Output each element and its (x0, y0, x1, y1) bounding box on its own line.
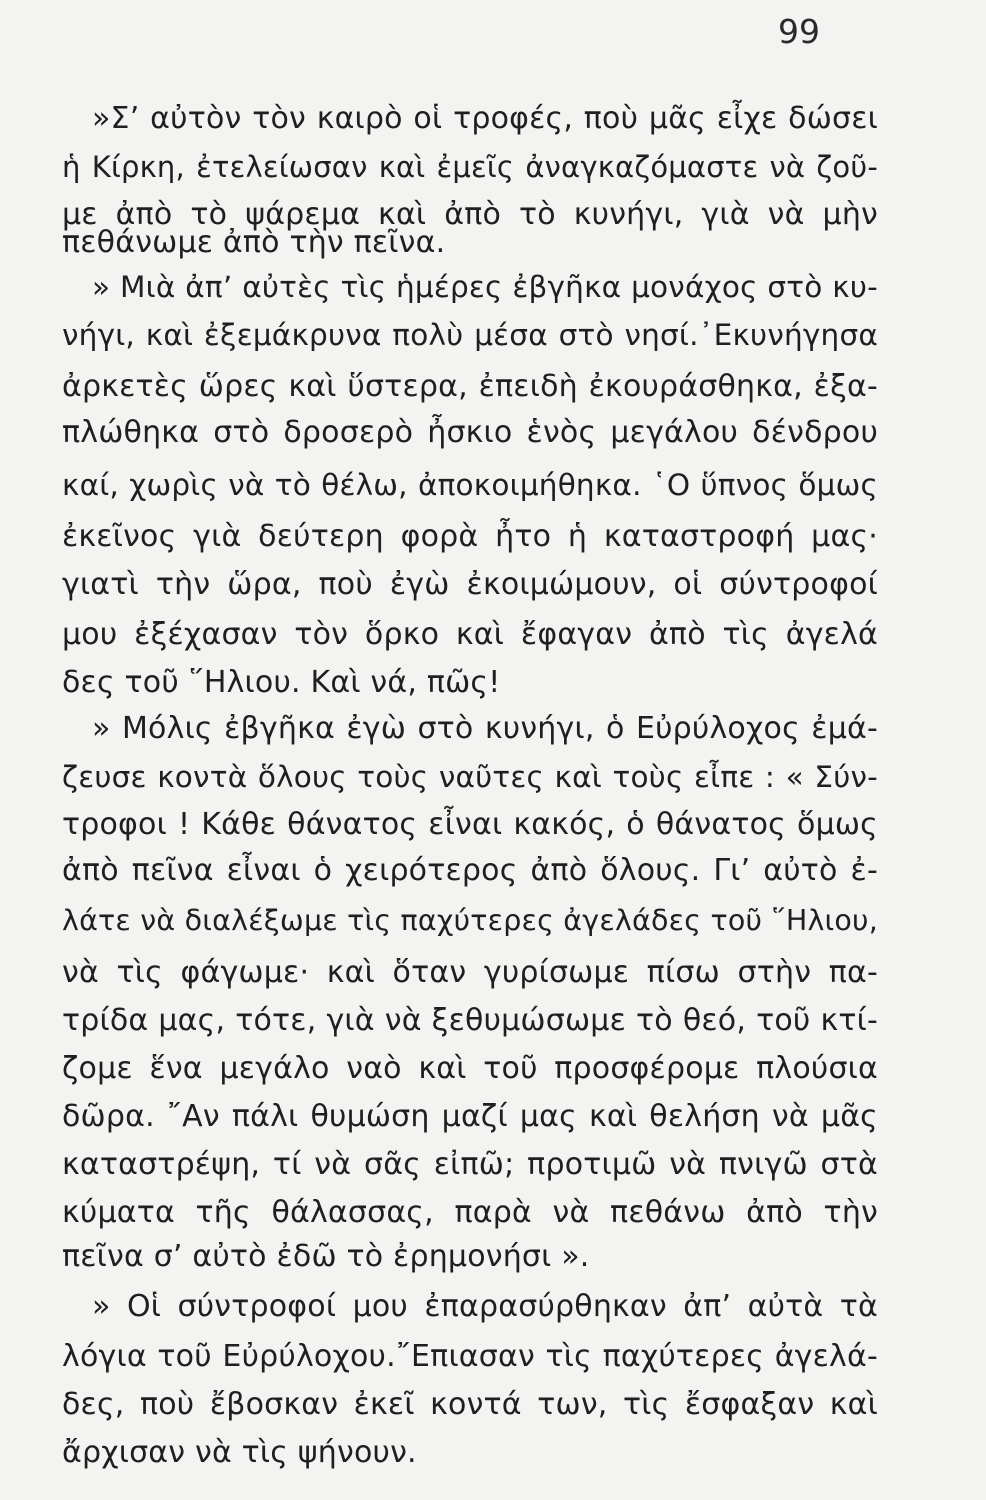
text-line: ἀπὸ πεῖνα εἶναι ὁ χειρότερος ἀπὸ ὅλους. Γι’ αὐτὸ ἐ- (62, 853, 878, 888)
text-line: δες, ποὺ ἔβοσκαν ἐκεῖ κοντά των, τὶς ἔσφαξαν καὶ (62, 1387, 878, 1422)
text-line: ἡ Κίρκη, ἐτελείωσαν καὶ ἐμεῖς ἀναγκαζόμαστε νὰ ζοῦ- (62, 150, 878, 184)
text-line: πεθάνωμε ἀπὸ τὴν πεῖνα. (62, 225, 446, 260)
text-line: δῶρα. ῎Αν πάλι θυμώση μαζί μας καὶ θελήση νὰ μᾶς (62, 1099, 878, 1134)
text-line: ζευσε κοντὰ ὅλους τοὺς ναῦτες καὶ τοὺς εἶπε : « Σύν- (62, 760, 878, 794)
text-line: τροφοι ! Κάθε θάνατος εἶναι κακός, ὁ θάνατος ὅμως (62, 807, 878, 842)
text-line: ζομε ἕνα μεγάλο ναὸ καὶ τοῦ προσφέρομε πλούσια (62, 1051, 878, 1086)
text-line: λόγια τοῦ Εὐρύλοχου.῎Επιασαν τὶς παχύτερες ἀγελά- (62, 1339, 878, 1374)
text-line: λάτε νὰ διαλέξωμε τὶς παχύτερες ἀγελάδες τοῦ ῞Ηλιου, (62, 904, 878, 937)
text-line: » Οἱ σύντροφοί μου ἐπαρασύρθηκαν ἀπ’ αὐτὰ τὰ (92, 1289, 878, 1324)
text-line: » Μιὰ ἀπ’ αὐτὲς τὶς ἡμέρες ἐβγῆκα μονάχος στὸ κυ- (92, 270, 878, 304)
text-line: τρίδα μας, τότε, γιὰ νὰ ξεθυμώσωμε τὸ θεό, τοῦ κτί- (62, 1003, 878, 1038)
text-line: μου ἐξέχασαν τὸν ὅρκο καὶ ἔφαγαν ἀπὸ τὶς ἀγελά (62, 617, 878, 652)
text-line: πλώθηκα στὸ δροσερὸ ἦσκιο ἑνὸς μεγάλου δένδρου (62, 415, 878, 450)
text-line: με ἀπὸ τὸ ψάρεμα καὶ ἀπὸ τὸ κυνήγι, γιὰ νὰ μὴν (62, 197, 878, 232)
text-line: νήγι, καὶ ἐξεμάκρυνα πολὺ μέσα στὸ νησί.᾿Εκυνήγησα (62, 318, 878, 352)
page-number: 99 (778, 12, 820, 51)
text-line: κύματα τῆς θάλασσας, παρὰ νὰ πεθάνω ἀπὸ τὴν (62, 1195, 878, 1230)
text-line: » Μόλις ἐβγῆκα ἐγὼ στὸ κυνήγι, ὁ Εὐρύλοχος ἐμά- (92, 711, 878, 746)
text-line: ἐκεῖνος γιὰ δεύτερη φορὰ ἦτο ἡ καταστροφή μας· (62, 519, 878, 554)
text-line: γιατὶ τὴν ὥρα, ποὺ ἐγὼ ἐκοιμώμουν, οἱ σύντροφοί (62, 567, 878, 602)
text-line: »Σ’ αὐτὸν τὸν καιρὸ οἱ τροφές, ποὺ μᾶς εἶχε δώσει (92, 101, 878, 136)
text-line: καταστρέψη, τί νὰ σᾶς εἰπῶ; προτιμῶ νὰ πνιγῶ στὰ (62, 1147, 878, 1182)
text-line: δες τοῦ ῞Ηλιου. Καὶ νά, πῶς! (62, 665, 501, 700)
text-line: ἀρκετὲς ὥρες καὶ ὕστερα, ἐπειδὴ ἐκουράσθηκα, ἐξα- (62, 369, 878, 404)
text-line: ἄρχισαν νὰ τὶς ψήνουν. (62, 1435, 417, 1470)
text-line: καί, χωρὶς νὰ τὸ θέλω, ἀποκοιμήθηκα. ῾Ο ὕπνος ὅμως (62, 468, 878, 502)
text-line: πεῖνα σ’ αὐτὸ ἐδῶ τὸ ἐρημονήσι ». (62, 1239, 590, 1274)
text-line: νὰ τὶς φάγωμε· καὶ ὅταν γυρίσωμε πίσω στὴν πα- (62, 955, 878, 990)
